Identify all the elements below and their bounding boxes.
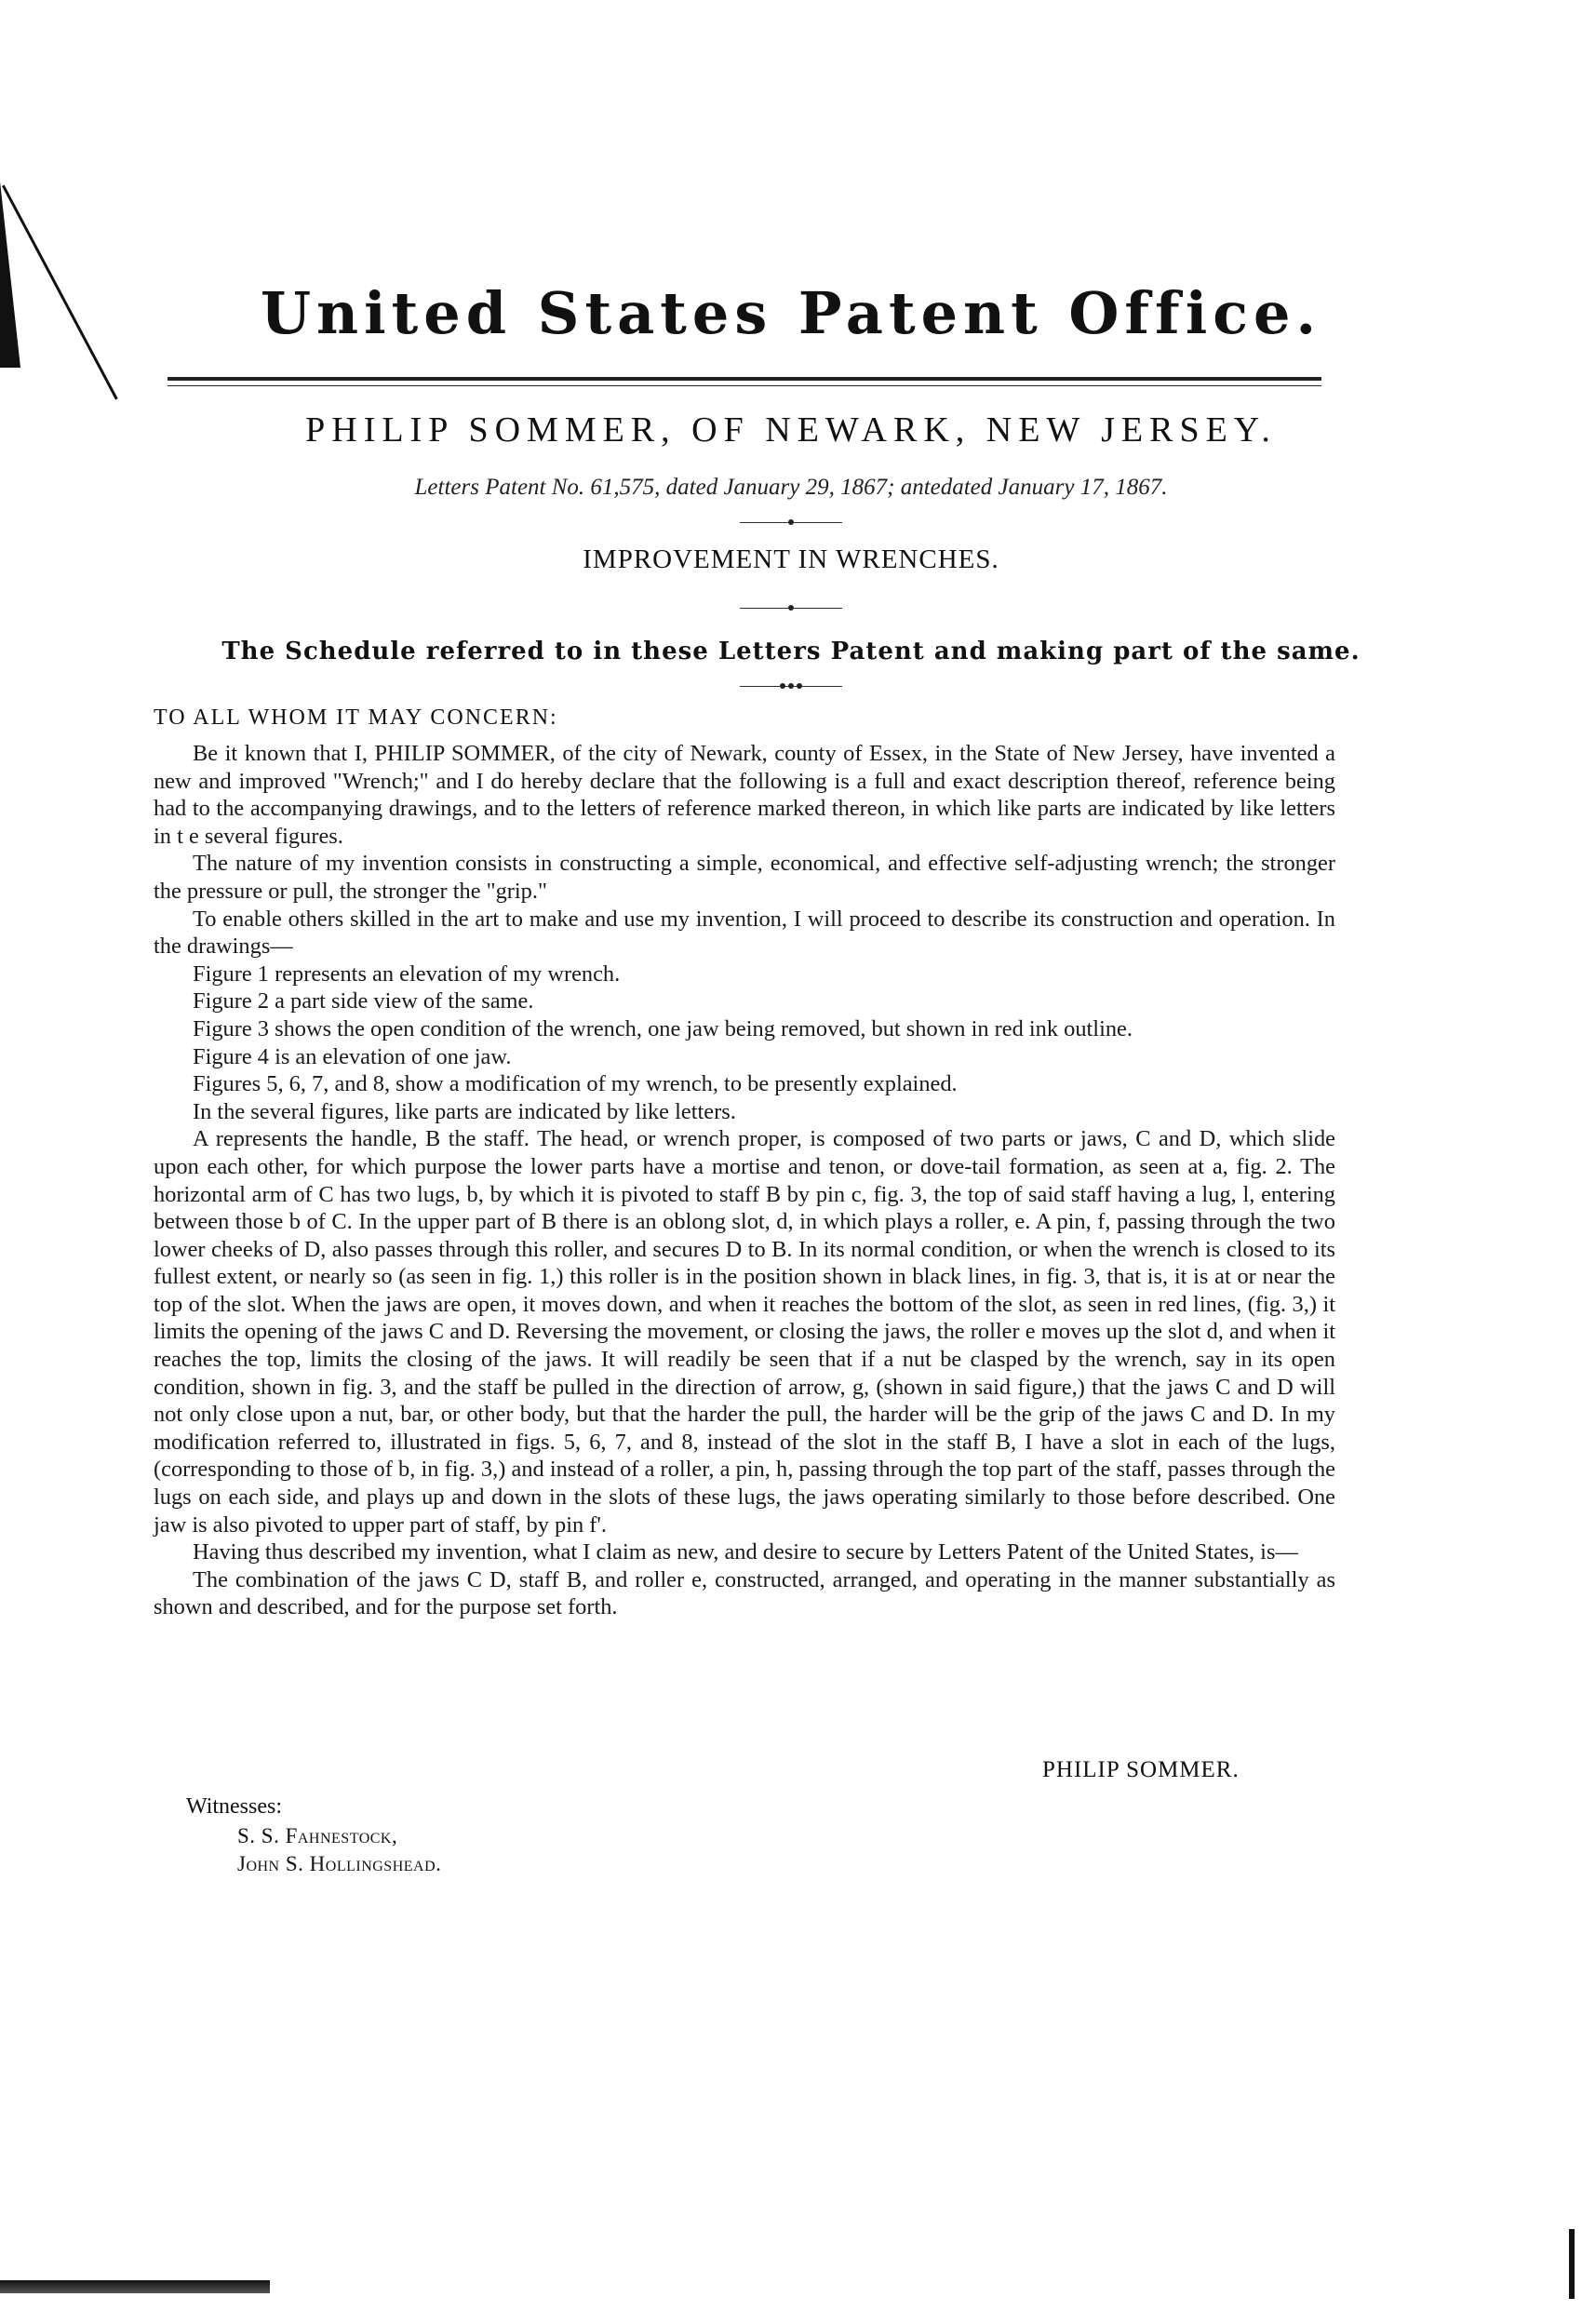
- figure-description: Figure 2 a part side view of the same.: [193, 988, 534, 1014]
- witness-name: S. S. Fahnestock,: [237, 1824, 398, 1847]
- witnesses-label: Witnesses:: [186, 1794, 283, 1819]
- divider-dot: [788, 605, 794, 611]
- specification-body: [154, 740, 1335, 1621]
- divider-dot: [797, 683, 802, 689]
- office-title: United States Patent Office.: [260, 279, 1322, 347]
- paragraph: Be it known that I, PHILIP SOMMER, of the city of Newark, county of Essex, in the State of New Jersey, have invented a new and improved "Wrench;" and I do hereby declare that the following is a full and exact description thereof, reference being had to the accompanying drawings, and to the letters of reference marked thereon, in which like parts are indicated by like letters in t e several figures.: [154, 741, 1335, 849]
- figure-description: In the several figures, like parts are indicated by like letters.: [193, 1098, 736, 1124]
- scan-edge-mark: [1569, 2229, 1575, 2299]
- paragraph: Having thus described my invention, what I claim as new, and desire to secure by Letters Patent of the United States, is—: [193, 1539, 1298, 1565]
- salutation: TO ALL WHOM IT MAY CONCERN:: [154, 705, 558, 730]
- witness-name: John S. Hollingshead.: [237, 1852, 442, 1875]
- figure-description: Figure 1 represents an elevation of my wrench.: [193, 960, 621, 987]
- letters-patent-line: Letters Patent No. 61,575, dated January 29, 1867; antedated January 17, 1867.: [414, 475, 1168, 500]
- header-double-rule: [168, 377, 1321, 386]
- inventor-line: PHILIP SOMMER, OF NEWARK, NEW JERSEY.: [305, 410, 1277, 450]
- paragraph: To enable others skilled in the art to make and use my invention, I will proceed to describe its construction and operation. In the drawings—: [154, 906, 1335, 960]
- scan-edge-mark: [0, 2280, 270, 2293]
- divider-dot: [788, 519, 794, 525]
- figure-description: Figure 3 shows the open condition of the wrench, one jaw being removed, but shown in red ink outline.: [193, 1015, 1133, 1041]
- paragraph: The nature of my invention consists in constructing a simple, economical, and effective self-adjusting wrench; the stronger the pressure or pull, the stronger the "grip.": [154, 851, 1335, 904]
- claim-paragraph: The combination of the jaws C D, staff B, and roller e, constructed, arranged, and operating in the manner substantially as shown and described, and for the purpose set forth.: [154, 1566, 1335, 1620]
- paragraph: A represents the handle, B the staff. The head, or wrench proper, is composed of two parts or jaws, C and D, which slide upon each other, for which purpose the lower parts have a mortise and tenon, or dove-tail formation, as seen at a, fig. 2. The horizontal arm of C has two lugs, b, by which it is pivoted to staff B by pin c, fig. 3, the top of said staff having a lug, l, entering between those b of C. In the upper part of B there is an oblong slot, d, in which plays a roller, e. A pin, f, passing through the two lower cheeks of D, also passes through this roller, and secures D to B. In its normal condition, or when the wrench is closed to its fullest extent, or nearly so (as seen in fig. 1,) this roller is in the position shown in black lines, in fig. 3, that is, it is at or near the top of the slot. When the jaws are open, it moves down, and when it reaches the bottom of the slot, as seen in red lines, (fig. 3,) it limits the opening of the jaws C and D. Reversing the movement, or closing the jaws, the roller e moves up the slot d, and when it reaches the top, limits the closing of the jaws. It will readily be seen that if a nut be clasped by the wrench, say in its open condition, shown in fig. 3, and the staff be pulled in the direction of arrow, g, (shown in said figure,) that the jaws C and D will not only close upon a nut, bar, or other body, but that the harder the pull, the harder will be the grip of the jaws C and D. In my modification referred to, illustrated in figs. 5, 6, 7, and 8, instead of the slot in the staff B, I have a slot in each of the lugs, (corresponding to those of b, in fig. 3,) and instead of a roller, a pin, h, passing through the top part of the staff, passes through the lugs on each side, and plays up and down in the slots of these lugs, the jaws operating similarly to those before described. One jaw is also pivoted to upper part of staff, by pin f'.: [154, 1126, 1335, 1538]
- improvement-title: IMPROVEMENT IN WRENCHES.: [583, 544, 999, 574]
- inventor-signature: PHILIP SOMMER.: [1042, 1757, 1240, 1782]
- figure-description: Figure 4 is an elevation of one jaw.: [193, 1043, 512, 1069]
- figure-description: Figures 5, 6, 7, and 8, show a modification of my wrench, to be presently explained.: [193, 1071, 958, 1097]
- divider-dot: [788, 683, 794, 689]
- divider-dot: [780, 683, 785, 689]
- schedule-line: The Schedule referred to in these Letters Patent and making part of the same.: [221, 638, 1361, 665]
